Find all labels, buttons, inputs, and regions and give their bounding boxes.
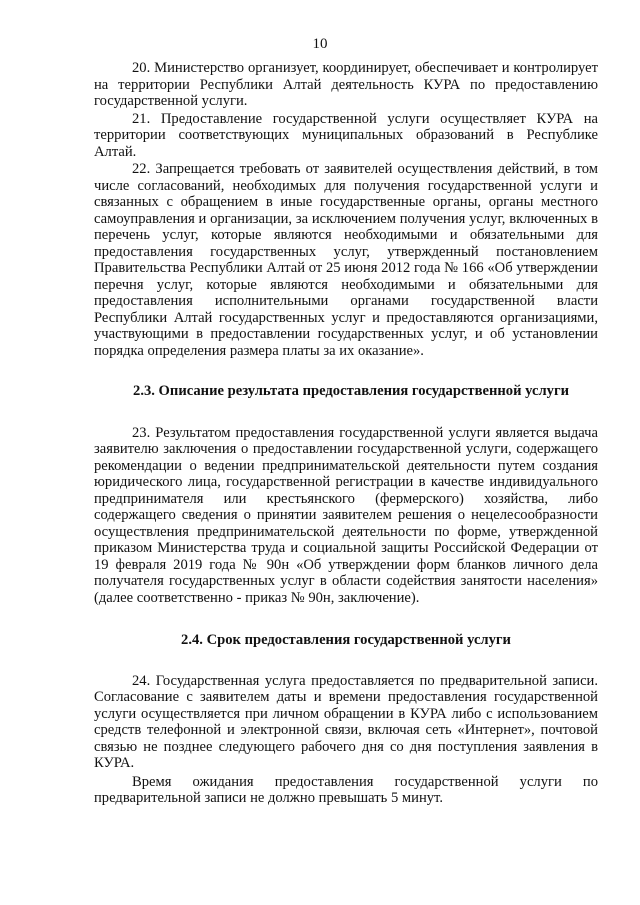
section-heading-2-3: 2.3. Описание результата предоставления государственной услуги [133, 383, 569, 399]
paragraph-23: 23. Результатом предоставления государственной услуги является выдача заявителю заключения о предоставлении государственной услуги, содержащего рекомендации о ведении предпринимательской деятельности путем создания юридического лица, государственной регистрации в качестве индивидуального предпринимателя или крестьянского (фермерского) хозяйства, либо содержащего сведения о принятии заявителем решения о нецелесообразности осуществления предпринимательской деятельности по форме, утвержденной приказом Министерства труда и социальной защиты Российской Федерации от 19 февраля 2019 года № 90н «Об утверждении форм бланков личного дела получателя государственных услуг в области содействия занятости населения» (далее соответственно - приказ № 90н, заключение). [94, 424, 598, 606]
page-number: 10 [312, 36, 328, 52]
paragraph-waiting-time: Время ожидания предоставления государственной услуги по предварительной записи не должно превышать 5 минут. [94, 773, 598, 806]
document-body [94, 60, 598, 807]
paragraph-20: 20. Министерство организует, координирует, обеспечивает и контролирует на территории Республики Алтай деятельность КУРА по предоставлению государственной услуги. [94, 60, 598, 109]
paragraph-21: 21. Предоставление государственной услуги осуществляет КУРА на территории соответствующих муниципальных образований в Республике Алтай. [94, 110, 598, 160]
paragraph-24: 24. Государственная услуга предоставляется по предварительной записи. Согласование с заявителем даты и времени предоставления государственной услуги осуществляется при личном обращении в КУРА либо с использованием средств телефонной и электронной связи, включая сеть «Интернет», почтовой связью не позднее следующего рабочего дня со дня поступления заявления в КУРА. [94, 672, 598, 771]
paragraph-22: 22. Запрещается требовать от заявителей осуществления действий, в том числе согласований, необходимых для получения государственной услуги и связанных с обращением в иные государственные органы, органы местного самоуправления и организации, за исключением получения услуг, включенных в перечень услуг, которые являются необходимыми и обязательными для предоставления государственных услуг, утвержденный постановлением Правительства Республики Алтай от 25 июня 2012 года № 166 «Об утверждении перечня услуг, которые являются необходимыми и обязательными для предоставления исполнительными органами государственной власти Республики Алтай государственных услуг и предоставляются организациями, участвующими в предоставлении государственных услуг, и об установлении порядка определения размера платы за их оказание». [94, 161, 598, 359]
section-heading-2-4: 2.4. Срок предоставления государственной услуги [181, 632, 511, 648]
